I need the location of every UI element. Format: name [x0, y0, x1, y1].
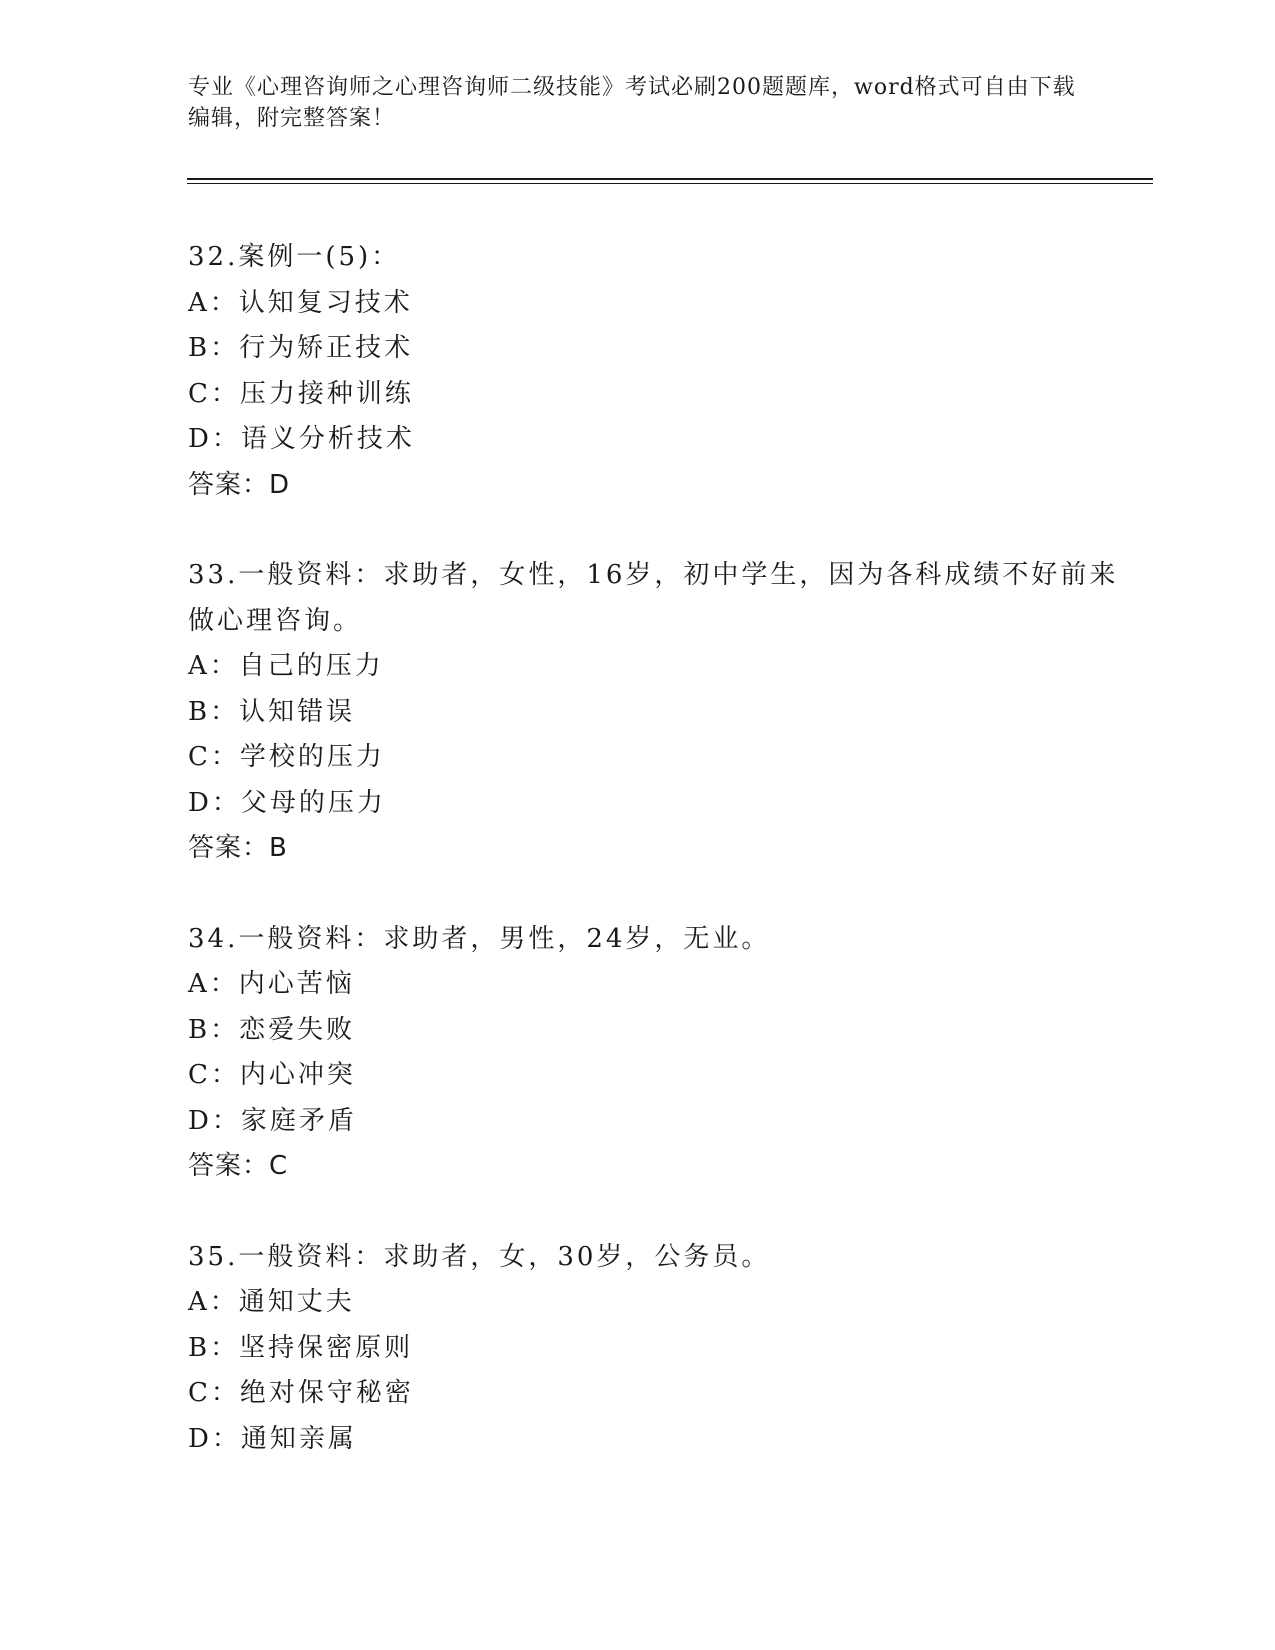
option-c: C：压力接种训练 — [188, 378, 414, 409]
option-b: B：行为矫正技术 — [188, 333, 414, 363]
header-divider-thin — [187, 183, 1153, 184]
option-c: C：绝对保守秘密 — [188, 1378, 414, 1408]
option-a: A：内心苦恼 — [188, 969, 355, 999]
option-b: B：坚持保密原则 — [188, 1332, 414, 1363]
answer-line: 答案：D — [188, 469, 291, 500]
document-header: 专业《心理咨询师之心理咨询师二级技能》考试必刷200题题库，word格式可自由下载编辑，附完整答案！ — [188, 75, 1076, 131]
option-c: C：学校的压力 — [188, 742, 385, 772]
option-c: C：内心冲突 — [188, 1060, 356, 1090]
question-34 — [188, 917, 1138, 1190]
question-stem: 32.案例一(5)： — [188, 242, 401, 272]
option-d: D：父母的压力 — [188, 787, 386, 818]
option-b: B：认知错误 — [188, 696, 356, 727]
answer-line: 答案：B — [188, 833, 288, 863]
option-b: B：恋爱失败 — [188, 1014, 356, 1045]
option-a: A：认知复习技术 — [188, 287, 413, 318]
question-32 — [188, 235, 1138, 508]
question-stem: 35.一般资料：求助者，女，30岁，公务员。 — [188, 1241, 771, 1272]
question-stem: 34.一般资料：求助者，男性，24岁，无业。 — [188, 923, 771, 954]
question-list — [188, 235, 1138, 1507]
option-d: D：家庭矛盾 — [188, 1105, 357, 1136]
question-35 — [188, 1235, 1138, 1463]
option-d: D：通知亲属 — [188, 1423, 357, 1454]
option-d: D：语义分析技术 — [188, 424, 415, 454]
answer-line: 答案：C — [188, 1151, 289, 1181]
question-stem: 33.一般资料：求助者，女性，16岁，初中学生，因为各科成绩不好前来做心理咨询。 — [188, 560, 1119, 636]
option-a: A：通知丈夫 — [188, 1287, 355, 1317]
option-a: A：自己的压力 — [188, 651, 384, 681]
header-divider-thick — [187, 178, 1153, 180]
question-33 — [188, 553, 1138, 872]
